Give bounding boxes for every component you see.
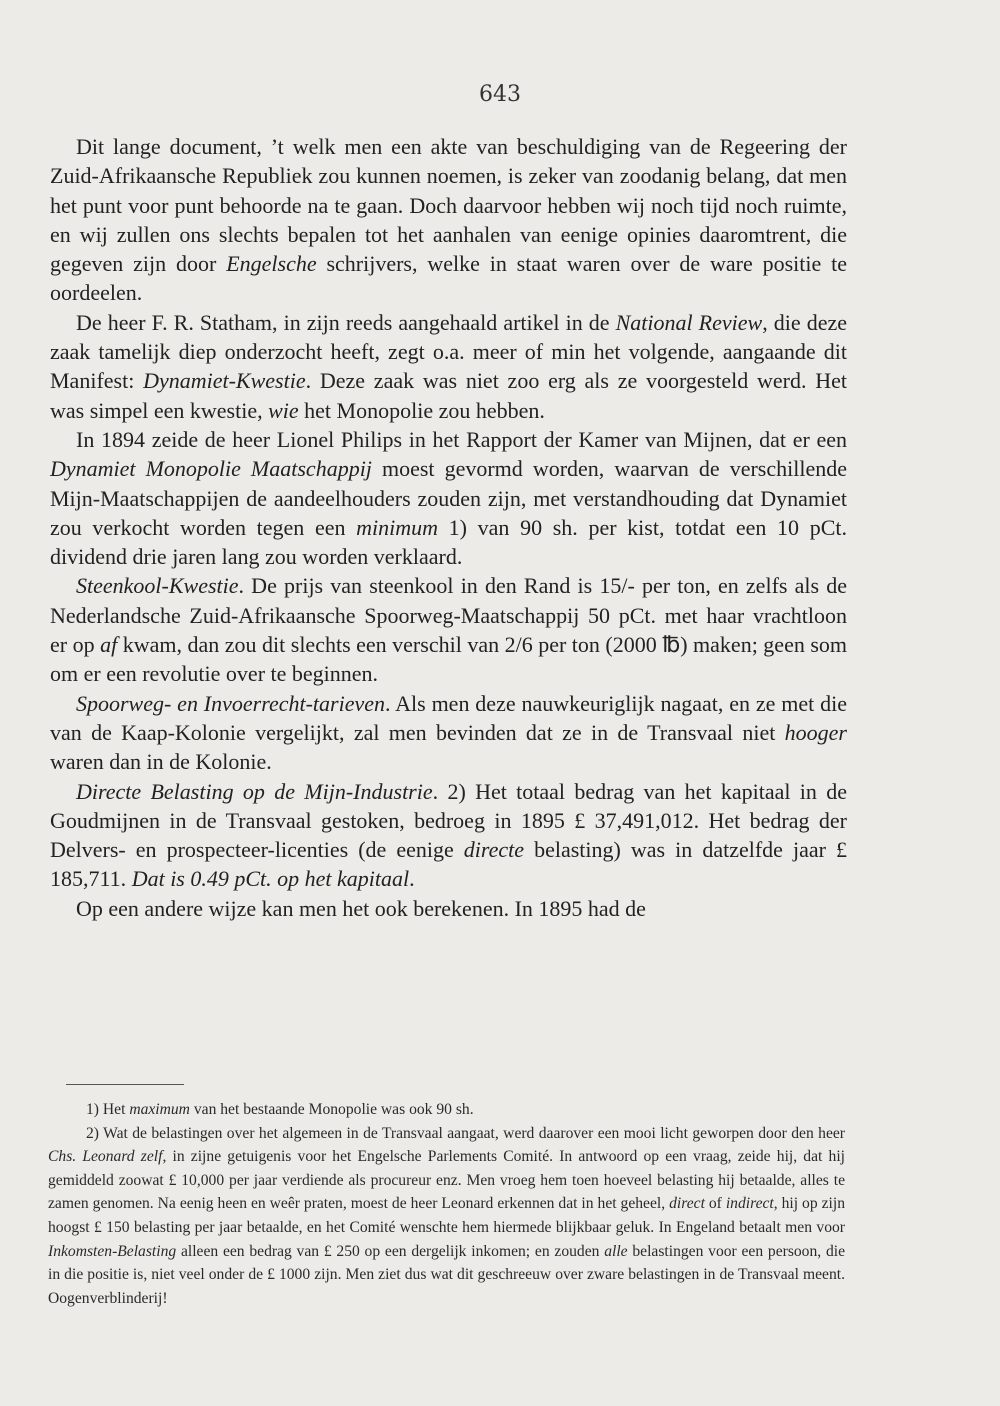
- text-run: het Monopolie zou hebben.: [298, 397, 545, 423]
- text-run: belastingen voor een persoon, die in die positie is, niet veel onder de £ 1000 zijn. Men ziet dus wat dit geschreeuw over zware belastingen in de Transvaal meent. Oogenverblinderij!: [48, 1242, 845, 1307]
- text-run: .: [409, 866, 415, 892]
- footnote-divider: [66, 1084, 184, 1085]
- italic-text: Directe Belasting op de Mijn-Industrie: [76, 778, 433, 804]
- italic-text: alle: [604, 1242, 628, 1260]
- italic-text: wie: [268, 397, 299, 423]
- italic-text: af: [100, 632, 118, 658]
- footnotes: [48, 1098, 845, 1310]
- italic-text: Inkomsten-Belasting: [48, 1242, 177, 1260]
- italic-text: Chs. Leonard zelf: [48, 1148, 163, 1166]
- italic-text: Engelsche: [226, 251, 317, 277]
- text-run: waren dan in de Kolonie.: [50, 749, 272, 775]
- text-run: , in zijne getuigenis voor het Engelsche Parlements Comité. In antwoord op een vraag, zeide hij, dat hij gemiddeld zoowat £ 10,000 per jaar verdiende als procureur enz. Men vroeg hem toen hoeveel belasting hij betaalde, alles te zamen genomen. Na eenig heen en weêr praten, moest de heer Leonard erkennen dat in het geheel,: [48, 1148, 845, 1213]
- italic-text: directe: [463, 837, 525, 863]
- text-run: , hij op zijn hoogst £ 150 belasting per jaar betaalde, en het Comité wenschte hem hiermede blijkbaar geluk. In Engeland betaalt men voor: [48, 1195, 845, 1236]
- italic-text: Steenkool-Kwestie: [76, 573, 239, 599]
- footnote: [48, 1098, 845, 1122]
- text-run: moest gevormd worden, waarvan de verschillende Mijn-Maatschappijen de aandeelhouders zouden zijn, met verstandhouding dat Dynamiet zou verkocht worden tegen een: [50, 456, 847, 540]
- paragraph: [50, 425, 847, 571]
- page-number: 643: [479, 82, 521, 107]
- text-run: . Deze zaak was niet zoo erg als ze voorgesteld werd. Het was simpel een kwestie,: [50, 368, 847, 423]
- paragraph: [50, 689, 847, 777]
- text-run: kwam, dan zou dit slechts een verschil van 2/6 per ton (2000 ℔) maken; geen som om er een revolutie over te beginnen.: [50, 632, 848, 687]
- italic-text: hooger: [784, 719, 847, 745]
- italic-text: Spoorweg- en Invoerrecht-tarieven: [76, 690, 386, 716]
- italic-text: direct: [669, 1195, 705, 1213]
- italic-text: minimum: [356, 514, 439, 540]
- text-run: 1) Het: [86, 1101, 130, 1118]
- text-run: De heer F. R. Statham, in zijn reeds aangehaald artikel in de: [76, 309, 616, 335]
- italic-text: indirect: [725, 1195, 774, 1213]
- text-run: Dit lange document, ’t welk men een akte van beschuldiging van de Regeering der Zuid-Afrikaansche Republiek zou kunnen noemen, is zeker van zoodanig belang, dat men het punt voor punt behoorde na te gaan. Doch daarvoor hebben wij noch tijd noch ruimte, en wij zullen ons slechts bepalen tot het aanhalen van eenige opinies daaromtrent, die gegeven zijn door: [50, 134, 847, 277]
- text-run: van het bestaande Monopolie was ook 90 sh.: [189, 1101, 474, 1118]
- text-run: . De prijs van steenkool in den Rand is 15/- per ton, en zelfs als de Nederlandsche Zuid-Afrikaansche Spoorweg-Maatschappij 50 pCt. met haar vrachtloon er op: [50, 573, 847, 658]
- paragraph: [50, 894, 847, 923]
- text-run: , die deze zaak tamelijk diep onderzocht heeft, zegt o.a. meer of min het volgende, aangaande dit Manifest:: [50, 309, 848, 394]
- footnote: [48, 1122, 845, 1311]
- text-run: of: [704, 1195, 726, 1213]
- text-run: schrijvers, welke in staat waren over de ware positie te oordeelen.: [50, 251, 848, 306]
- italic-text: National Review: [615, 309, 763, 335]
- italic-text: maximum: [129, 1101, 190, 1118]
- paragraph: [50, 132, 847, 308]
- text-run: . 2) Het totaal bedrag van het kapitaal in de Goudmijnen in de Transvaal gestoken, bedroeg in 1895 £ 37,491,012. Het bedrag der Delvers- en prospecteer-licenties (de eenige: [50, 778, 847, 863]
- text-run: 1) van 90 sh. per kist, totdat een 10 pCt. dividend drie jaren lang zou worden verklaard.: [50, 514, 847, 570]
- paragraph: [50, 777, 847, 894]
- paragraph: [50, 571, 847, 688]
- text-run: belasting) was in datzelfde jaar £ 185,711.: [50, 837, 847, 892]
- main-text: [50, 132, 847, 923]
- text-run: 2) Wat de belastingen over het algemeen in de Transvaal aangaat, werd daarover een mooi licht geworpen door den heer: [86, 1124, 845, 1142]
- italic-text: Dynamiet-Kwestie: [143, 368, 306, 394]
- text-run: In 1894 zeide de heer Lionel Philips in het Rapport der Kamer van Mijnen, dat er een: [76, 426, 847, 452]
- paragraph: [50, 308, 847, 425]
- text-run: alleen een bedrag van £ 250 op een dergelijk inkomen; en zouden: [176, 1242, 605, 1260]
- text-run: . Als men deze nauwkeuriglijk nagaat, en ze met die van de Kaap-Kolonie vergelijkt, zal men bevinden dat ze in de Transvaal niet: [50, 690, 847, 745]
- text-run: Op een andere wijze kan men het ook berekenen. In 1895 had de: [76, 895, 646, 921]
- italic-text: Dynamiet Monopolie Maatschappij: [50, 456, 372, 482]
- italic-text: Dat is 0.49 pCt. op het kapitaal: [131, 866, 410, 892]
